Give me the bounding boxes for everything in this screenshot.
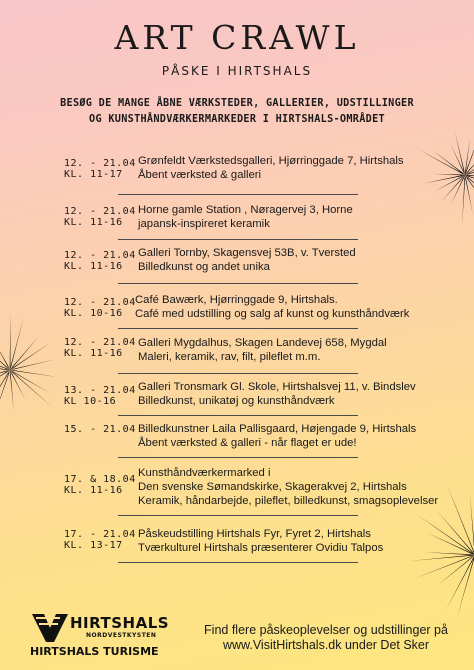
event-line: Galleri Tornby, Skagensvej 53B, v. Tversted <box>138 247 356 259</box>
logo-brand: HIRTSHALS <box>70 614 170 632</box>
divider <box>118 515 358 516</box>
event-line: Påskeudstilling Hirtshals Fyr, Fyret 2, Hirtshals <box>138 528 371 540</box>
event-description <box>138 246 468 274</box>
event-time: KL. 11-17 <box>64 169 123 180</box>
event-date <box>64 529 139 551</box>
event-line: Åbent værksted & galleri - når flaget er ude! <box>138 437 357 449</box>
event-date <box>64 158 139 180</box>
event-time: KL. 10-16 <box>64 308 123 319</box>
event-date <box>64 474 139 496</box>
event-line: Café Bawærk, Hjørringgade 9, Hirtshals. <box>135 294 338 306</box>
divider <box>118 457 358 458</box>
event-line: Keramik, håndarbejde, pileflet, billedkunst, smagsoplevelser <box>138 495 439 507</box>
event-description <box>138 154 468 182</box>
divider <box>118 415 358 416</box>
event-description <box>138 466 468 508</box>
event-line: japansk-inspireret keramik <box>138 218 270 230</box>
divider <box>118 194 358 195</box>
event-line: Galleri Tronsmark Gl. Skole, Hirtshalsvej 11, v. Bindslev <box>138 381 416 393</box>
event-description <box>138 527 468 555</box>
event-date-range: 12. - 21.04 <box>64 297 136 308</box>
event-date <box>64 297 139 319</box>
event-date <box>64 424 139 435</box>
intro-line-1: BESØG DE MANGE ÅBNE VÆRKSTEDER, GALLERIER, UDSTILLINGER <box>60 98 414 109</box>
divider <box>118 283 358 284</box>
event-time: KL. 11-16 <box>64 348 123 359</box>
starburst-rays <box>0 313 58 423</box>
event-description <box>138 336 468 364</box>
event-date-range: 15. - 21.04 <box>64 424 136 435</box>
event-description <box>138 380 468 408</box>
event-line: Kunsthåndværkermarked i <box>138 467 271 479</box>
logo-tagline: NORDVESTKYSTEN <box>86 632 157 639</box>
event-date-range: 17. & 18.04 <box>64 474 136 485</box>
event-date-range: 12. - 21.04 <box>64 206 136 217</box>
event-date-range: 12. - 21.04 <box>64 158 136 169</box>
logo-organisation: HIRTSHALS TURISME <box>30 645 159 658</box>
event-line: Tværkulturel Hirtshals præsenterer Ovidiu Talpos <box>138 542 384 554</box>
event-date <box>64 250 139 272</box>
divider <box>118 239 358 240</box>
event-line: Åbent værksted & galleri <box>138 169 262 181</box>
divider <box>118 562 358 563</box>
divider <box>118 373 358 374</box>
event-description <box>138 422 468 450</box>
event-description <box>135 293 465 321</box>
event-time: KL. 13-17 <box>64 540 123 551</box>
event-line: Café med udstilling og salg af kunst og kunsthåndværk <box>135 308 410 320</box>
event-date-range: 12. - 21.04 <box>64 337 136 348</box>
event-line: Galleri Mygdalhus, Skagen Landevej 658, Mygdal <box>138 337 387 349</box>
intro-line-2: OG KUNSTHÅNDVÆRKERMARKEDER I HIRTSHALS-OMRÅDET <box>89 114 385 125</box>
event-line: Billedkunst, unikatøj og kunsthåndværk <box>138 395 335 407</box>
starburst-icon-left <box>0 300 70 440</box>
event-line: Maleri, keramik, rav, filt, pileflet m.m. <box>138 351 321 363</box>
event-date-range: 17. - 21.04 <box>64 529 136 540</box>
event-description <box>138 203 468 231</box>
event-date-range: 12. - 21.04 <box>64 250 136 261</box>
event-line: Horne gamle Station , Nøragervej 3, Horne <box>138 204 353 216</box>
event-date <box>64 206 139 228</box>
event-time: KL. 11-16 <box>64 261 123 272</box>
divider <box>118 328 358 329</box>
event-line: Grønfeldt Værkstedsgalleri, Hjørringgade 7, Hirtshals <box>138 155 404 167</box>
poster-title: ART CRAWL <box>114 18 360 57</box>
event-date <box>64 385 139 407</box>
footer-text <box>192 623 460 653</box>
footer-link-text[interactable]: www.VisitHirtshals.dk under Det Sker <box>222 638 430 652</box>
event-date <box>64 337 139 359</box>
event-line: Billedkunstner Laila Pallisgaard, Højengade 9, Hirtshals <box>138 423 417 435</box>
intro-text <box>40 96 434 128</box>
event-line: Billedkunst og andet unika <box>138 261 270 273</box>
poster-subtitle: PÅSKE I HIRTSHALS <box>161 64 313 78</box>
event-line: Den svenske Sømandskirke, Skagerakvej 2, Hirtshals <box>138 481 407 493</box>
event-date-range: 13. - 21.04 <box>64 385 136 396</box>
event-time: KL 10-16 <box>64 396 117 407</box>
event-time: KL. 11-16 <box>64 485 123 496</box>
event-time: KL. 11-16 <box>64 217 123 228</box>
hirtshals-logo <box>30 612 170 662</box>
footer-line-1: Find flere påskeoplevelser og udstillinger på <box>204 623 448 637</box>
